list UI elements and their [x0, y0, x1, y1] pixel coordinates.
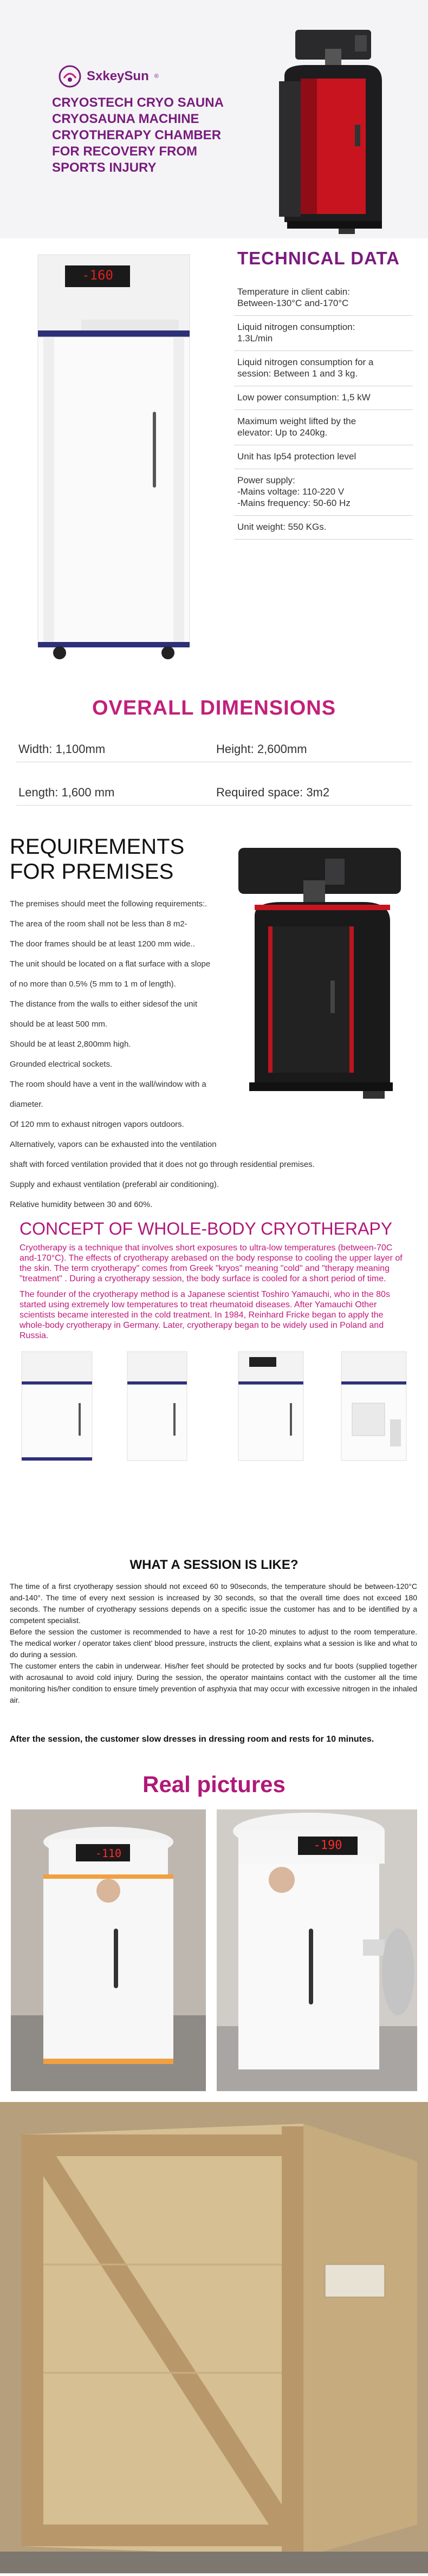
tech-item	[234, 386, 413, 410]
wooden-crate-image	[0, 2102, 428, 2573]
hero-title-line: CRYOSAUNA MACHINE	[52, 112, 199, 126]
requirements-list	[10, 894, 315, 1215]
requirement-line: Grounded electrical sockets.	[10, 1060, 113, 1069]
tech-item-line: -Mains frequency: 50-60 Hz	[237, 498, 351, 508]
session-title: WHAT A SESSION IS LIKE?	[129, 1558, 299, 1572]
requirement-line: Of 120 mm to exhaust nitrogen vapors outdoors.	[10, 1120, 184, 1129]
real-pictures-title: Real pictures	[142, 1772, 286, 1797]
requirement-line: diameter.	[10, 1100, 43, 1109]
product-view-angle	[238, 1352, 303, 1461]
tech-item-line: Between-130°C and-170°C	[237, 298, 349, 308]
requirement-line: Should be at least 2,800mm high.	[10, 1040, 131, 1049]
session-paragraph: Before the session the customer is recommended to have a rest for 10-20 minutes to adjust to the room temperature. The medical worker / operator takes client' blood pressure, instructs the client, explains what a session is like and what to do during a session.	[10, 1627, 417, 1659]
brand-name: SxkeySun	[87, 69, 149, 83]
tech-list	[234, 281, 413, 540]
requirement-line: Supply and exhaust ventilation (preferabl air conditioning).	[10, 1180, 219, 1189]
real-photo-right-display: -190	[313, 1839, 342, 1852]
dimension-length: Length: 1,600 mm	[18, 786, 115, 799]
requirements-title-line: FOR PREMISES	[10, 860, 174, 884]
tech-item-line: Temperature in client cabin:	[237, 287, 350, 297]
tech-item	[234, 410, 413, 445]
tech-item	[234, 316, 413, 351]
tech-temperature-display: -160	[82, 268, 113, 283]
dimension-space: Required space: 3m2	[216, 786, 330, 799]
dimension-width: Width: 1,100mm	[18, 742, 106, 756]
tech-item-line: Unit has Ip54 protection level	[237, 451, 356, 462]
tech-title: TECHNICAL DATA	[237, 248, 400, 268]
session-paragraph: The customer enters the cabin in underwear. His/her feet should be protected by socks and fur boots (supplied together with acrosaunal to avoid cold injury. During the session, the operator maintains contact with the customer all the time monitoring his/her condition to ensure timely prevention of asphyxia that may occur with excessive nitrogen in the inhaled air.	[10, 1662, 417, 1704]
requirement-line: shaft with forced ventilation provided that it does not go through residential premises.	[10, 1160, 315, 1169]
product-view-front	[22, 1352, 92, 1461]
concept-title: CONCEPT OF WHOLE-BODY CRYOTHERAPY	[20, 1219, 393, 1238]
tech-item	[234, 281, 413, 316]
requirement-line: of no more than 0.5% (5 mm to 1 m of length).	[10, 979, 176, 989]
brand-logo	[59, 65, 159, 88]
tech-item-line: 1.3L/min	[237, 333, 273, 343]
tech-item-line: session: Between 1 and 3 kg.	[237, 368, 358, 379]
requirement-line: should be at least 500 mm.	[10, 1020, 108, 1029]
tech-item-line: Liquid nitrogen consumption:	[237, 322, 355, 332]
product-view-side	[127, 1352, 187, 1461]
requirements-title	[10, 834, 184, 884]
tech-item-line: Maximum weight lifted by the	[237, 416, 356, 426]
real-photo-left-display: -110	[95, 1847, 122, 1860]
tech-item-line: Unit weight: 550 KGs.	[237, 522, 327, 532]
dimension-height: Height: 2,600mm	[216, 742, 307, 756]
concept-paragraph: Cryotherapy is a technique that involves short exposures to ultra-low temperatures (between-70C and-170°C). The effects of cryotherapy arebased on the body response to cooling the upper layer of the skin. The term cryotherapy" comes from Greek "kryos" meaning "cold" and "therapy meaning "treatment" . During a cryotherapy session, the body surface is cooled for a short period of time.	[20, 1243, 403, 1283]
real-photo-left	[11, 1809, 206, 2091]
tech-item-line: -Mains voltage: 110-220 V	[237, 486, 345, 497]
requirement-line: The distance from the walls to either sidesof the unit	[10, 1000, 198, 1009]
product-view-back	[341, 1352, 406, 1461]
requirement-line: The door frames should be at least 1200 mm wide..	[10, 939, 195, 949]
tech-item-line: elevator: Up to 240kg.	[237, 427, 328, 438]
requirement-line: The room should have a vent in the wall/window with a	[10, 1080, 206, 1089]
session-paragraph: The time of a first cryotherapy session should not exceed 60 to 90seconds, the temperature should be between-120°C and-140°. The time of every next session is increased by 30 seconds, so that the overall time does not exceed 180 seconds. The number of cryotherapy sessions depends on a specific issue the customer has and to be identified by a competent specialist.	[10, 1582, 417, 1625]
logo-mark-icon	[59, 65, 81, 88]
requirement-line: Relative humidity between 30 and 60%.	[10, 1200, 153, 1209]
requirement-line: The area of the room shall not be less than 8 m2-	[10, 919, 187, 929]
tech-item-line: Low power consumption: 1,5 kW	[237, 392, 371, 403]
hero-title-line: SPORTS INJURY	[52, 160, 157, 175]
concept-paragraph: The founder of the cryotherapy method is a Japanese scientist Toshiro Yamauchi, who in the 80s started using extremely low temperatures to treat rheumatoid diseases. After Yamauchi Other scientists became interested in the cold treatment. In 1984, Reinhard Fricke began to apply the whole-body cryotherapy in Germany. Later, cryotherapy began to be widely used in Poland and Russia.	[20, 1290, 390, 1340]
dimensions-title: OVERALL DIMENSIONS	[92, 697, 336, 719]
hero-title-line: CRYOSTECH CRYO SAUNA	[52, 95, 224, 110]
dimensions-row	[16, 742, 412, 762]
hero-cabin-image	[274, 27, 387, 238]
product-views-strip	[11, 1344, 417, 1468]
real-photo-crate	[0, 2102, 428, 2573]
tech-item	[234, 516, 413, 540]
tech-cabin-image	[22, 249, 206, 683]
requirements-title-line: REQUIREMENTS	[10, 835, 185, 859]
requirement-line: The unit should be located on a flat surface with a slope	[10, 959, 211, 969]
hero-title-line: CRYOTHERAPY CHAMBER	[52, 128, 222, 142]
tech-item	[234, 445, 413, 469]
session-closing-note: After the session, the customer slow dresses in dressing room and rests for 10 minutes.	[10, 1735, 374, 1744]
hero-title-line: FOR RECOVERY FROM	[52, 144, 198, 159]
hero-title	[52, 95, 258, 176]
requirement-line: The premises should meet the following requirements:.	[10, 899, 207, 909]
dimensions-row	[16, 786, 412, 806]
brand-reg-mark: ®	[154, 73, 159, 80]
tech-item-line: Liquid nitrogen consumption for a	[237, 357, 374, 367]
requirement-line: Alternatively, vapors can be exhausted into the ventilation	[10, 1140, 217, 1149]
tech-item	[234, 351, 413, 386]
tech-item	[234, 469, 413, 516]
real-photo-right	[217, 1809, 417, 2091]
tech-item-line: Power supply:	[237, 475, 295, 485]
